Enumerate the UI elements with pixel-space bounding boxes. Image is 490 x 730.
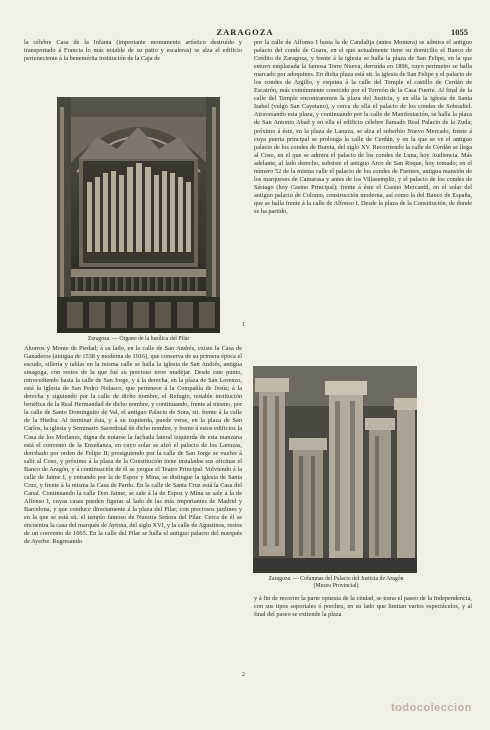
- right-column-bottom-text: y á fin de recorrer la parte opuesta de la ciudad, se toma el paseo de la Independencia, con sus tipos soportales ó porches, en su lado que limitan varios espectáculos, y al final del paseo se extiende la plaza: [254, 595, 472, 619]
- margin-marker-1: 1: [242, 322, 245, 328]
- right-column-top-text: por la calle de Alfonso I hasta la de Candalija (antes Montera) se admira el antiguo palacio del conde de Guara, en el que actualmente tiene su domicilio el Banco de Crédito de Zaragoza, y frente á la iglesia se halla la plaza de San Felipe, en la que estuvo emplazada la famosa Torre Nueva, derruída en 1896, cuyo perímetro se halla marcado por adoquines. En dicha plaza está sit. la iglesia de San Felipe y el palacio de los condes de Argillo, y esquina á la calle del Temple el castillo de Cerdán de Escatrón, más comúnmente conocido por el Torreón de la Casa Fuerte. Al final de la calle del Temple encontraremos la plaza del Justicia, y en ella la iglesia de Santa Isabel (vulgo San Cayetano), y cerca de ella el palacio de los condes de Sobradiel. Atravesando esta plaza, y continuando por la calle de Manifestación, se halla la plaza de San Antonio Abad y en ella el edificio célebre llamado Real Palacio de la Zuda; próximo á éste, en la plaza de Lanuza, se alza el soberbio Nuevo Mercado, frente á cuya puerta principal se prolonga la calle de Cerdán, y en la que se ve el antiguo palacio de los condes de Bureta, del siglo XV. Recorriendo la calle de Cerdán se llega al Coso, en el que se admira el palacio de los condes de Luna, hoy Audiencia. Más adelante, al lado derecho, subsiste el antiguo Arco de San Roque, hoy tomado; en el número 52 de la misma calle el palacio de los condes de Fuentes, antigua mansión de los marqueses de Camarasa y antes de los Villasempliz, y el palacio de los condes de Sástago (hoy Casino Principal); frente á éste el Casino Mercantil, en el solar del antiguo palacio de Colomo, construcción moderna, así como la del Banco de España, que se halla frente á la calle de Alfonso I. Desde la plaza de la Constitución, de donde se ha partido,: [254, 39, 472, 215]
- watermark: todocoleccion: [390, 702, 472, 714]
- left-column-top-text: la célebre Casa de la Infanta (importante monumento artístico destruído y transportado á Francia lo más notable de su patio y escaleras) se alza el edificio perteneciente á la benemérita institución de la Caja de: [24, 39, 242, 63]
- figure-caption-columns-line1: Zaragoza. — Columnas del Palacio del Justicia de Aragón: [268, 576, 404, 582]
- figure-caption-columns: [250, 576, 422, 590]
- columns-illustration: [253, 366, 417, 573]
- page-number: 1055: [451, 27, 468, 37]
- columns-photograph: [253, 366, 417, 573]
- left-column-bottom-text: Ahorros y Monte de Piedad; á su lado, en la calle de San Andrés, existe la Casa de Ganaderos (antigua de 1538 y moderna de 1916), que conserva de su primera época el escudo, sillería y tablas en la misma calle se halla la iglesia de San Andrés, antigua sinagoga, con restos de la que fué su precioso torre mudéjar. Desde este punto, retrocediendo hasta la calle de San Jorge, y á la derecha, en la plaza de San Lorenzo, está la iglesia de San Pedro Nolasco, que pertenece á la Compañía de Jesús; á la derecha y siguiendo por la calle de dicho nombre, el Refugio, notable institución benéfica de la Real Hermandad de dicho nombre, y continuando, frente al mismo, por la calle de Santo Dominguito de Val, el antiguo Palacio de Sora, sit. frente á la calle de la Hiedra. Al terminar ésta, y á su izquierda, puede verse, en la plaza de San Carlos, la iglesia y Seminario Sacerdotal de dicho nombre, y frente á estos edificios la Casa de los Morlanes, digna de notarse la fachada lateral izquierda de esta manzana está el convento de la Enseñanza, en cuyo solar se alzó el palacio de los Lanuzas, derribado por orden de Felipe II; prosiguiendo por la calle de San Jorge se vuelve á salir al Coso, y próximo á la plaza de la Constitución tiene instaladas sus oficinas el Banco de Aragón, y á continuación de él se yergue el Teatro Principal. Volviendo á la calle de Jaime I, y entrando por la de Espoz y Mina, se distingue la iglesia de Santa Cruz, y frente á la misma la Casa de Pardo. En la calle de Santa Cruz está la Casa del Canal. Continuando la calle Don Jaime, se sale á la de Espoz y Mina se sale á la de Alfonso I, cuyas casas pueden figurar al lado de las más importantes de Madrid y Barcelona, y que conduce directamente á la plaza del Pilar, con preciosos jardines y en la que se está sit. el templo famoso de Nuestra Señora del Pilar. Cerca de él se encuentra la casa del marqués de Aytona, del siglo XVI, y la calle de Agustinos, restos de un convento de 1665. En la calle del Pilar se halla el antiguo palacio del marqués de Ayerbe. Regresando: [24, 345, 242, 546]
- organ-photograph: [57, 97, 220, 333]
- organ-illustration: [57, 97, 220, 333]
- running-title: ZARAGOZA: [216, 27, 274, 37]
- figure-caption-organ: Zaragoza. — Órgano de la basílica del Pilar: [87, 336, 190, 342]
- margin-marker-2: 2: [242, 672, 245, 678]
- figure-caption-columns-line2: (Museo Provincial): [313, 583, 359, 589]
